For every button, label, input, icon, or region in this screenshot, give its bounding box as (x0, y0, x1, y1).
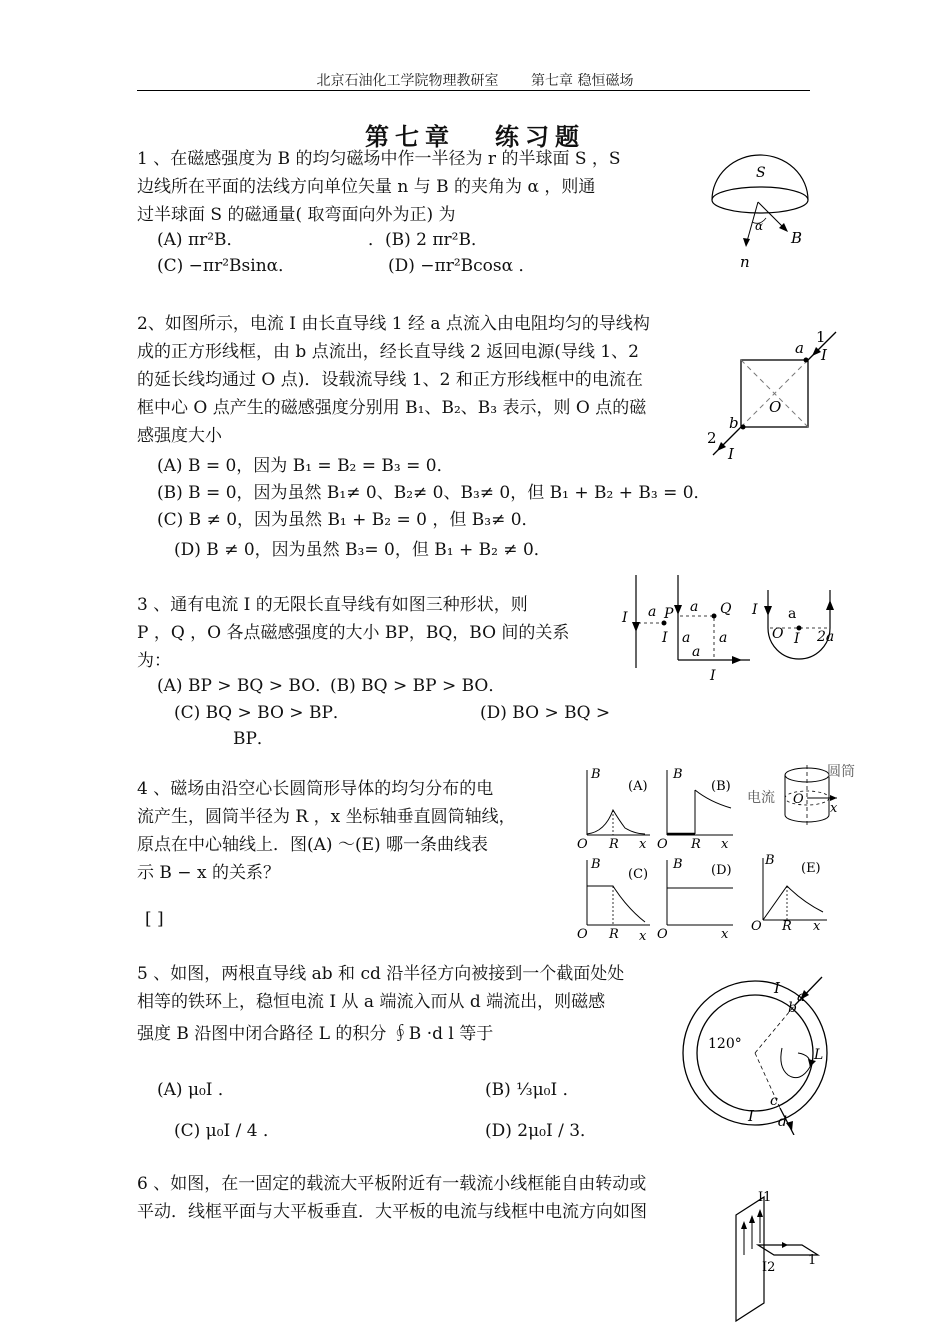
q4-graph-d (657, 857, 733, 942)
q3-label-i1: I (622, 610, 628, 626)
q6-label-1: 1 (808, 1253, 817, 1268)
q6-line-2: 平动．线框平面与大平板垂直．大平板的电流与线框中电流方向如图 (137, 1202, 647, 1222)
q2-line-4: 框中心 O 点产生的磁感强度分别用 B₁、B₂、B₃ 表示，则 O 点的磁 (137, 398, 647, 418)
figure-label: B (673, 857, 683, 872)
figure-label: R (609, 837, 619, 852)
q2-line-2: 成的正方形线框，由 b 点流出，经长直导线 2 返回电源(导线 1、2 (137, 342, 639, 362)
q3-label-a6: O (772, 626, 784, 642)
q5-label-c: c (770, 1093, 778, 1109)
q4-graph-a (577, 767, 650, 852)
q5-iron-ring-figure (670, 975, 850, 1135)
q2-label-wire-1: 1 (816, 328, 826, 346)
q6-label-i1: I1 (758, 1190, 772, 1205)
q3-label-q: Q (720, 601, 732, 617)
figure-label: x (721, 927, 729, 942)
q3-label-o: I (794, 631, 800, 647)
q3-label-a5: a (692, 644, 701, 660)
q6-label-i2: I2 (762, 1260, 776, 1275)
q1-label-s: S (756, 165, 766, 181)
q2-label-o: O (769, 398, 782, 416)
q1-option-a: (A) πr²B． (157, 230, 244, 250)
q1-label-alpha: α (755, 219, 764, 233)
q2-option-b: (B) B = 0，因为虽然 B₁≠ 0、B₂≠ 0、B₃≠ 0，但 B₁ + B₂ + B₃ = 0． (157, 483, 711, 503)
q3-option-d: (D) BO > BQ > (480, 703, 611, 723)
q2-option-c: (C) B ≠ 0，因为虽然 B₁ + B₂ = 0 ，但 B₃≠ 0． (157, 510, 539, 530)
q5-option-a: (A) μ₀I ． (157, 1080, 235, 1100)
q1-label-n: n (740, 253, 750, 271)
figure-label: x (639, 837, 647, 852)
figure-label: O (751, 919, 762, 934)
q2-label-i2: I (728, 445, 734, 463)
figure-label: 电流 (747, 790, 775, 806)
q3-label-a2: a (682, 630, 691, 646)
q2-label-i1: I (821, 346, 827, 364)
q5-label-b: b (788, 1000, 797, 1016)
q5-label-l: L (814, 1047, 824, 1063)
figure-label: (B) (711, 779, 731, 794)
q5-label-d: d (778, 1114, 787, 1130)
q3-label-i5: 2a (817, 629, 835, 645)
figure-label: O (577, 927, 588, 942)
q3-label-a4: a (719, 630, 728, 646)
figure-label: B (765, 853, 775, 868)
figure-label: R (609, 927, 619, 942)
header-org: 北京石油化工学院物理教研室 (316, 73, 499, 89)
q4-line-1: 4 、磁场由沿空心长圆筒形导体的均匀分布的电 (137, 779, 494, 799)
q5-label-angle: 120° (708, 1036, 742, 1052)
q2-label-b: b (729, 414, 739, 432)
figure-label: (C) (628, 867, 649, 882)
q5-option-d: (D) 2μ₀I / 3． (485, 1121, 598, 1141)
q1-option-d: (D) −πr²Bcosα ． (388, 256, 536, 276)
q3-line-3: 为： (137, 651, 171, 671)
q3-label-a1: a (648, 604, 657, 620)
page-header (0, 70, 950, 90)
q3-line-1: 3 、通有电流 I 的无限长直导线有如图三种形状，则 (137, 595, 528, 615)
q4-graphs-figure (575, 760, 865, 945)
figure-label: x (721, 837, 729, 852)
figure-label: (D) (711, 863, 732, 878)
figure-label: R (691, 837, 701, 852)
figure-label: O (657, 927, 668, 942)
q4-line-4: 示 B − x 的关系？ (137, 863, 280, 883)
q3-label-i2: I (662, 630, 668, 646)
q5-line-3: 强度 B 沿图中闭合路径 L 的积分 ∮B ·d l 等于 (137, 1024, 494, 1044)
q2-label-a: a (795, 339, 804, 357)
q5-label-i2: I (748, 1107, 754, 1125)
q4-cylinder (747, 764, 855, 825)
figure-label: (E) (801, 861, 821, 876)
q6-line-1: 6 、如图，在一固定的载流大平板附近有一载流小线框能自由转动或 (137, 1174, 647, 1194)
figure-label: B (591, 767, 601, 782)
q3-label-2a: a (788, 606, 797, 622)
q4-line-3: 原点在中心轴线上．图(A) ～(E) 哪一条曲线表 (137, 835, 489, 855)
q3-label-i3: I (710, 668, 716, 684)
header-rule (137, 90, 810, 91)
q6-plate-loop-figure (728, 1185, 838, 1325)
figure-label: O (577, 837, 588, 852)
q5-option-b: (B) ⅓μ₀I ． (485, 1080, 580, 1100)
figure-label: O (657, 837, 668, 852)
q2-square-frame-figure (700, 325, 840, 465)
q3-label-i4: I (752, 602, 758, 618)
q4-graph-c (577, 857, 650, 944)
q2-line-3: 的延长线均通过 O 点)．设载流导线 1、2 和正方形线框中的电流在 (137, 370, 643, 390)
q5-option-c: (C) μ₀I / 4 ． (174, 1121, 281, 1141)
q5-line-2: 相等的铁环上，稳恒电流 I 从 a 端流入而从 d 端流出，则磁感 (137, 992, 606, 1012)
q3-option-d-cont: BP． (233, 729, 274, 749)
title-left: 第七章 (365, 122, 455, 151)
q1-line-3: 过半球面 S 的磁通量( 取弯面向外为正) 为 (137, 205, 456, 225)
q3-label-a3: a (690, 599, 699, 615)
figure-label: (A) (628, 779, 648, 794)
q3-option-b: (B) BQ > BP > BO． (330, 676, 506, 696)
figure-label: O (793, 792, 804, 807)
q1-line-2: 边线所在平面的法线方向单位矢量 n 与 B 的夹角为 α ，则通 (137, 177, 596, 197)
q3-wire-shapes-figure (610, 570, 850, 690)
figure-label: B (591, 857, 601, 872)
q2-line-1: 2、如图所示，电流 I 由长直导线 1 经 a 点流入由电阻均匀的导线构 (137, 314, 650, 334)
q5-label-i1: I (774, 979, 780, 997)
figure-label: x (830, 801, 838, 816)
q3-line-2: P ，Q ，O 各点磁感强度的大小 BP，BQ，BO 间的关系 (137, 623, 570, 643)
q3-option-a: (A) BP > BQ > BO． (157, 676, 333, 696)
q4-graph-e (751, 853, 827, 934)
title-right: 练习题 (495, 122, 585, 151)
figure-label: 圆筒 (827, 764, 855, 780)
figure-label: x (813, 919, 821, 934)
q1-hemisphere-figure (700, 150, 820, 275)
q1-label-b: B (791, 229, 803, 247)
q1-line-1: 1 、在磁感强度为 B 的均匀磁场中作一半径为 r 的半球面 S ，S (137, 149, 621, 169)
q3-option-c: (C) BQ > BO > BP． (174, 703, 350, 723)
q2-option-d: (D) B ≠ 0，因为虽然 B₃= 0，但 B₁ + B₂ ≠ 0． (174, 540, 551, 560)
q1-option-c: (C) −πr²Bsinα． (157, 256, 296, 276)
header-chapter: 第七章 稳恒磁场 (531, 73, 634, 89)
q2-line-5: 感强度大小 (137, 426, 222, 446)
q4-graph-b (657, 767, 733, 852)
q1-option-b: ．(B) 2 πr²B． (368, 230, 488, 250)
q4-line-2: 流产生，圆筒半径为 R ，x 坐标轴垂直圆筒轴线， (137, 807, 516, 827)
figure-label: B (673, 767, 683, 782)
figure-label: R (782, 919, 792, 934)
q2-label-wire-2: 2 (707, 429, 717, 447)
figure-label: x (639, 929, 647, 944)
q4-answer-bracket: [ ] (145, 909, 164, 929)
q2-option-a: (A) B = 0，因为 B₁ = B₂ = B₃ = 0． (157, 456, 454, 476)
q3-label-p: P (664, 606, 674, 622)
q5-line-1: 5 、如图，两根直导线 ab 和 cd 沿半径方向被接到一个截面处处 (137, 964, 625, 984)
q5-label-a: a (797, 989, 806, 1005)
